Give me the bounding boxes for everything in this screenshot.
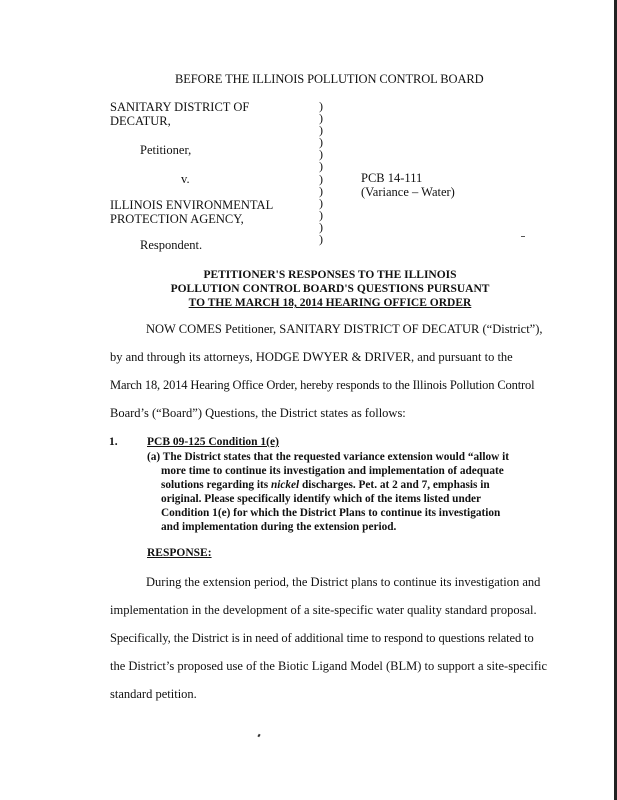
caption-paren: )	[319, 123, 323, 138]
case-type: (Variance – Water)	[361, 185, 455, 199]
question-block	[147, 451, 527, 534]
question-line: (a) The District states that the requested variance extension would “allow it	[147, 451, 509, 463]
intro-line4: Board’s (“Board”) Questions, the District states as follows:	[110, 406, 406, 420]
caption-paren: )	[319, 159, 323, 174]
question-line: more time to continue its investigation and implementation of adequate	[161, 464, 504, 477]
intro-line3: March 18, 2014 Hearing Office Order, hereby responds to the Illinois Pollution Control	[110, 378, 535, 392]
caption-paren: )	[319, 147, 323, 162]
response-line5: standard petition.	[110, 687, 197, 701]
scan-artifact-mark	[521, 236, 525, 237]
question-line	[147, 479, 527, 493]
item-number: 1.	[109, 436, 118, 448]
response-line3: Specifically, the District is in need of additional time to respond to questions related to	[110, 631, 534, 645]
question-line: and implementation during the extension period.	[161, 520, 397, 533]
caption-paren: )	[319, 171, 323, 186]
caption-paren: )	[319, 232, 323, 247]
case-number: PCB 14-111	[361, 171, 423, 185]
response-line1: During the extension period, the District plans to continue its investigation and	[146, 575, 541, 589]
caption-paren: )	[319, 135, 323, 150]
caption-paren: )	[319, 183, 323, 198]
question-line: original. Please specifically identify which of the items listed under	[161, 492, 482, 505]
intro-line2: by and through its attorneys, HODGE DWYER & DRIVER, and pursuant to the	[110, 350, 513, 364]
response-label: RESPONSE:	[147, 547, 212, 559]
respondent-name-line1: ILLINOIS ENVIRONMENTAL	[110, 198, 274, 212]
item-heading: PCB 09-125 Condition 1(e)	[147, 436, 279, 448]
petitioner-role: Petitioner,	[140, 143, 192, 157]
caption-paren: )	[319, 195, 323, 210]
response-line2: implementation in the development of a site-specific water quality standard proposal.	[110, 603, 537, 617]
caption-paren: )	[319, 111, 323, 126]
caption-paren: )	[319, 219, 323, 234]
caption-paren-column	[319, 100, 323, 245]
petitioner-name-line1: SANITARY DISTRICT OF	[110, 100, 250, 114]
versus-label: v.	[181, 172, 190, 186]
question-text: solutions regarding its	[161, 478, 271, 491]
scan-artifact-mark	[257, 734, 260, 738]
response-line4: the District’s proposed use of the Biotic Ligand Model (BLM) to support a site-specific	[110, 659, 548, 673]
respondent-role: Respondent.	[140, 238, 203, 252]
respondent-name-line2: PROTECTION AGENCY,	[110, 212, 244, 226]
board-header: BEFORE THE ILLINOIS POLLUTION CONTROL BOARD	[175, 72, 484, 86]
title-line1: PETITIONER'S RESPONSES TO THE ILLINOIS	[203, 269, 457, 281]
question-emphasis: nickel	[270, 478, 300, 491]
intro-line1: NOW COMES Petitioner, SANITARY DISTRICT OF DECATUR (“District”),	[146, 322, 543, 336]
question-line: Condition 1(e) for which the District Plans to continue its investigation	[161, 506, 501, 519]
petitioner-name-line2: DECATUR,	[110, 114, 171, 128]
question-text: discharges. Pet. at 2 and 7, emphasis in	[299, 478, 490, 491]
caption-paren: )	[319, 99, 323, 113]
title-line2: POLLUTION CONTROL BOARD'S QUESTIONS PURSUANT	[170, 283, 490, 295]
caption-paren: )	[319, 207, 323, 222]
title-line3: TO THE MARCH 18, 2014 HEARING OFFICE ORDER	[188, 297, 472, 309]
